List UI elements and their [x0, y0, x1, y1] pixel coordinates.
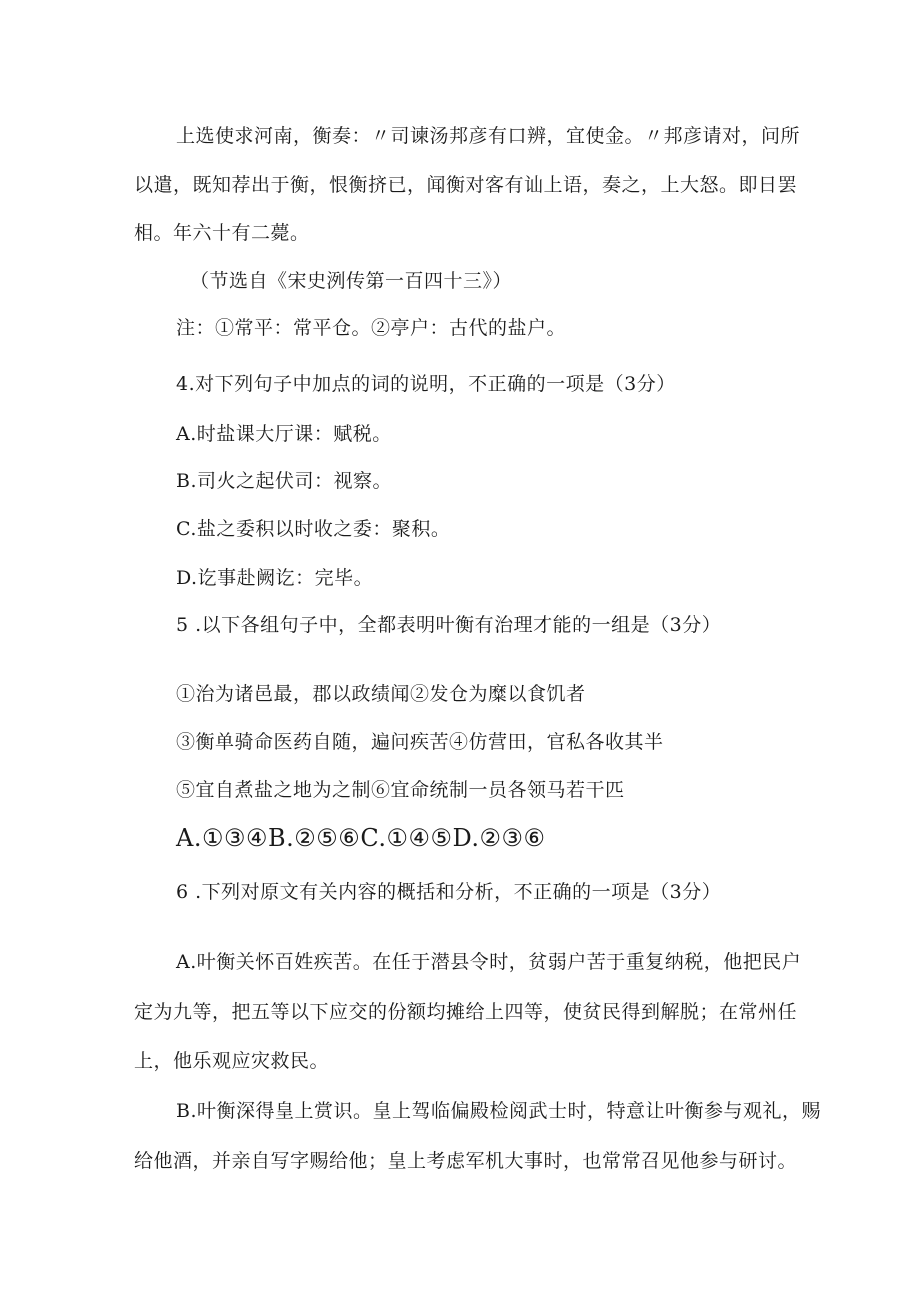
annotation-note: 注：①常平：常平仓。②亭户：古代的盐户。 — [176, 317, 567, 339]
passage-line-2: 以遣，既知荐出于衡，恨衡挤已，闻衡对客有讪上语，奏之，上大怒。即日罢 — [134, 174, 798, 196]
question-6-option-b-line-2: 给他酒，并亲自写字赐给他；皇上考虑军机大事时，也常常召见他参与研讨。 — [134, 1150, 798, 1172]
question-5-item-1: ①治为诸邑最，郡以政绩闻②发仓为糜以食饥者 — [176, 683, 586, 705]
question-4-option-d: D.讫事赴阙讫：完毕。 — [176, 567, 374, 589]
question-4-option-a: A.时盐课大厅课：赋税。 — [176, 423, 392, 445]
question-6-option-a-line-2: 定为九等，把五等以下应交的份额均摊给上四等，使贫民得到解脱；在常州任 — [134, 1001, 798, 1023]
question-5-item-2: ③衡单骑命医药自随，遍问疾苦④仿营田，官私各收其半 — [176, 731, 664, 753]
passage-source: （节选自《宋史洌传第一百四十三》） — [190, 270, 513, 292]
question-6-option-a-line-1: A.叶衡关怀百姓疾苦。在任于潜县令时，贫弱户苦于重复纳税，他把民户 — [176, 951, 802, 973]
question-4-stem: 4.对下列句子中加点的词的说明，不正确的一项是（3分） — [176, 373, 676, 395]
question-5-answer-choices: A.①③④B.②⑤⑥C.①④⑤D.②③⑥ — [176, 824, 546, 852]
question-6-stem: 6 .下列对原文有关内容的概括和分析，不正确的一项是（3分） — [176, 881, 722, 903]
question-5-stem: 5 .以下各组句子中，全都表明叶衡有治理才能的一组是（3分） — [176, 614, 722, 636]
question-5-item-3: ⑤宜自煮盐之地为之制⑥宜命统制一员各领马若干匹 — [176, 779, 625, 801]
passage-line-3: 相。年六十有二薨。 — [134, 222, 310, 244]
question-4-option-b: B.司火之起伏司：视察。 — [176, 470, 393, 492]
question-6-option-a-line-3: 上，他乐观应灾救民。 — [134, 1050, 330, 1072]
question-4-option-c: C.盐之委积以时收之委：聚积。 — [176, 518, 451, 540]
question-6-option-b-line-1: B.叶衡深得皇上赏识。皇上驾临偏殿检阅武士时，特意让叶衡参与观礼，赐 — [176, 1100, 822, 1122]
passage-line-1: 上选使求河南，衡奏：〃司谏汤邦彦有口辨，宜使金。〃邦彦请对，问所 — [176, 125, 801, 147]
